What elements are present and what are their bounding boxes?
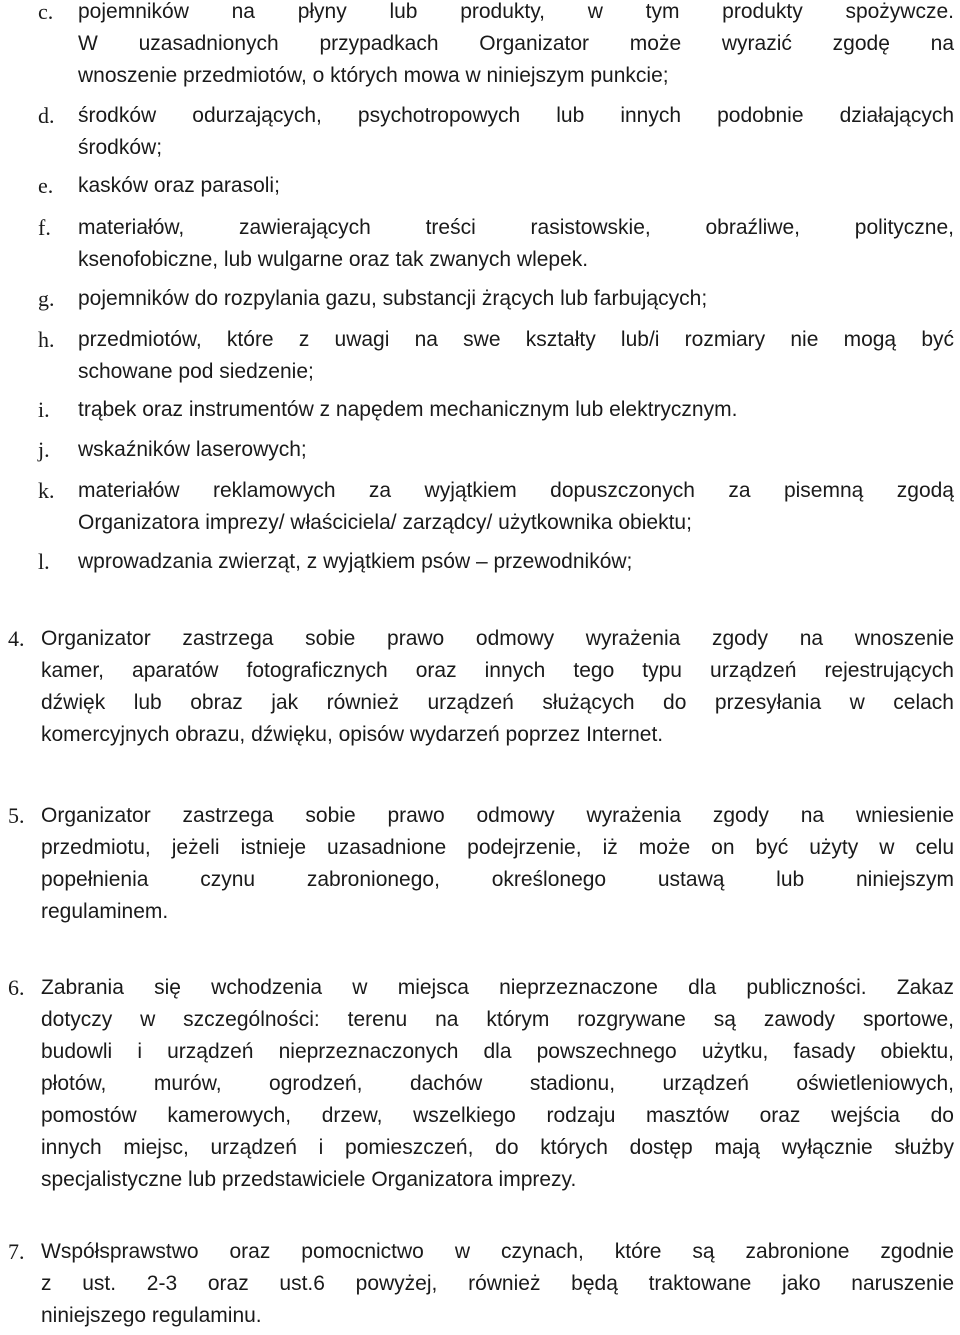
text-line: budowli i urządzeń nieprzeznaczonych dla powszechnego użytku, fasady obiektu, — [41, 1040, 954, 1063]
text-line: kasków oraz parasoli; — [78, 174, 280, 197]
text-line: wnoszenie przedmiotów, o których mowa w niniejszym punkcie; — [78, 64, 669, 87]
text-line: dźwięk lub obraz jak również urządzeń służących do przesyłania w celach — [41, 691, 954, 714]
list-marker: c. — [38, 0, 54, 24]
paragraph-number: 5. — [8, 803, 25, 828]
text-line: dotyczy w szczególności: terenu na którym rozgrywane są zawody sportowe, — [41, 1008, 954, 1031]
text-line: Współsprawstwo oraz pomocnictwo w czynach, które są zabronione zgodnie — [41, 1240, 954, 1263]
text-line: środków odurzających, psychotropowych lub innych podobnie działających — [78, 104, 954, 127]
text-line: z ust. 2-3 oraz ust.6 powyżej, również będą traktowane jako naruszenie — [41, 1272, 954, 1295]
text-line: komercyjnych obrazu, dźwięku, opisów wydarzeń poprzez Internet. — [41, 723, 664, 746]
text-line: niniejszego regulaminu. — [41, 1304, 262, 1327]
text-line: regulaminem. — [41, 900, 169, 923]
paragraph-number: 6. — [8, 975, 25, 1000]
text-line: Zabrania się wchodzenia w miejsca nieprzeznaczone dla publiczności. Zakaz — [41, 976, 954, 999]
text-line: materiałów reklamowych za wyjątkiem dopuszczonych za pisemną zgodą — [78, 479, 954, 502]
text-line: płotów, murów, ogrodzeń, dachów stadionu, urządzeń oświetleniowych, — [41, 1072, 954, 1095]
text-line: przedmiotu, jeżeli istnieje uzasadnione podejrzenie, iż może on być użyty w celu — [41, 836, 954, 859]
list-marker: g. — [38, 286, 55, 311]
text-line: Organizator zastrzega sobie prawo odmowy wyrażenia zgody na wniesienie — [41, 804, 954, 827]
list-marker: f. — [38, 215, 51, 240]
text-line: trąbek oraz instrumentów z napędem mechanicznym lub elektrycznym. — [78, 398, 738, 421]
text-line: Organizatora imprezy/ właściciela/ zarządcy/ użytkownika obiektu; — [78, 511, 692, 534]
text-line: pojemników na płyny lub produkty, w tym produkty spożywcze. — [78, 0, 954, 23]
list-marker: k. — [38, 478, 55, 503]
text-line: przedmiotów, które z uwagi na swe kształty lub/i rozmiary nie mogą być — [78, 328, 954, 351]
list-marker: j. — [38, 437, 50, 462]
text-line: W uzasadnionych przypadkach Organizator może wyrazić zgodę na — [78, 32, 954, 55]
text-line: materiałów, zawierających treści rasistowskie, obraźliwe, polityczne, — [78, 216, 954, 239]
list-marker: d. — [38, 103, 55, 128]
text-line: popełnienia czynu zabronionego, określonego ustawą lub niniejszym — [41, 868, 954, 891]
text-line: innych miejsc, urządzeń i pomieszczeń, do których dostęp mają wyłącznie służby — [41, 1136, 954, 1159]
text-line: ksenofobiczne, lub wulgarne oraz tak zwanych wlepek. — [78, 248, 589, 271]
text-line: kamer, aparatów fotograficznych oraz innych tego typu urządzeń rejestrujących — [41, 659, 954, 682]
list-marker: i. — [38, 397, 50, 422]
text-line: specjalistyczne lub przedstawiciele Organizatora imprezy. — [41, 1168, 577, 1191]
text-line: środków; — [78, 136, 163, 159]
text-line: pojemników do rozpylania gazu, substancji żrących lub farbujących; — [78, 287, 708, 310]
text-line: pomostów kamerowych, drzew, wszelkiego rodzaju masztów oraz wejścia do — [41, 1104, 954, 1127]
list-marker: h. — [38, 327, 55, 352]
text-line: schowane pod siedzenie; — [78, 360, 314, 383]
paragraph-number: 7. — [8, 1239, 25, 1264]
list-marker: l. — [38, 549, 50, 574]
text-line: Organizator zastrzega sobie prawo odmowy wyrażenia zgody na wnoszenie — [41, 627, 954, 650]
paragraph-number: 4. — [8, 626, 25, 651]
text-line: wprowadzania zwierząt, z wyjątkiem psów – przewodników; — [78, 550, 633, 573]
list-marker: e. — [38, 173, 54, 198]
text-line: wskaźników laserowych; — [78, 438, 307, 461]
